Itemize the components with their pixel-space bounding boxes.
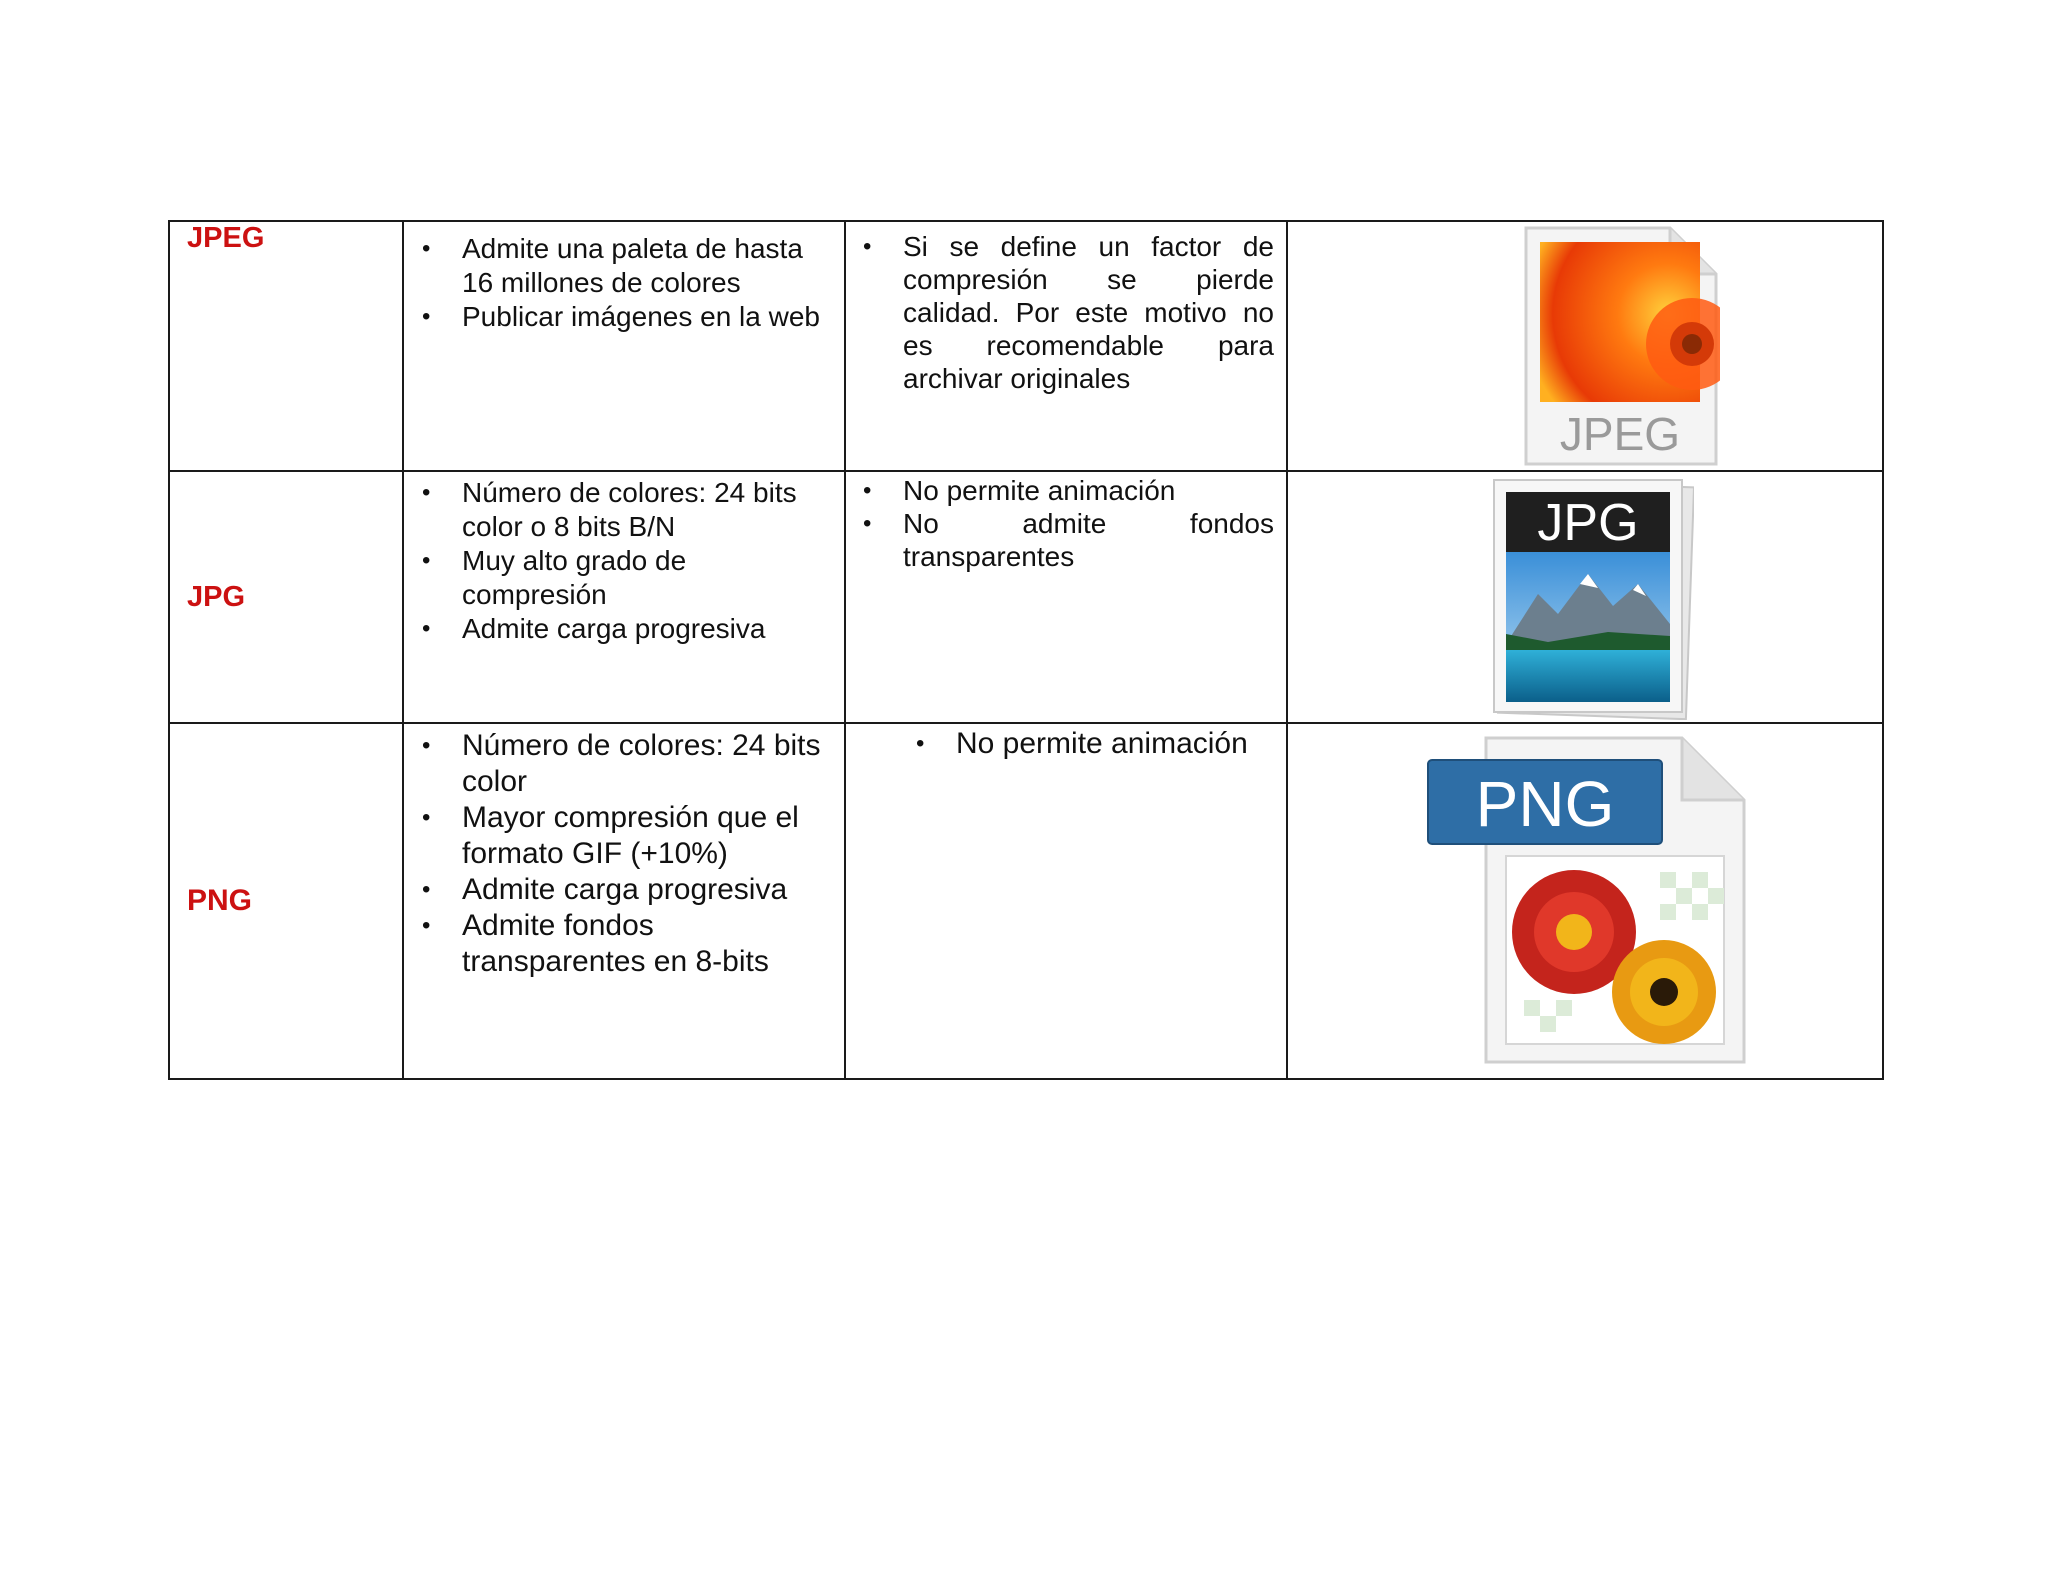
list-item: • Mayor compresión que el formato GIF (+10%) [462, 800, 832, 872]
table-row-jpg [169, 471, 1883, 723]
format-name-cell [169, 471, 403, 723]
cons-cell [845, 471, 1287, 723]
icon-cell [1287, 221, 1883, 471]
table-row-jpeg [169, 221, 1883, 471]
list-item: • Admite una paleta de hasta 16 millones de colores [462, 232, 832, 300]
icon-cell [1287, 471, 1883, 723]
list-item: • No permite animación [956, 726, 1274, 762]
pros-cell [403, 221, 845, 471]
pros-list [404, 222, 844, 334]
pros-cell [403, 471, 845, 723]
cons-list [846, 724, 1286, 762]
list-item: • Admite carga progresiva [462, 872, 832, 908]
format-comparison-table [168, 220, 1884, 1080]
png-icon-label: PNG [1475, 768, 1615, 840]
list-item: • Publicar imágenes en la web [462, 300, 832, 334]
format-name: PNG [187, 884, 253, 917]
png-file-icon [1424, 732, 1750, 1072]
cons-cell [845, 221, 1287, 471]
jpeg-icon-label: JPEG [1559, 408, 1681, 460]
jpeg-file-icon [1520, 224, 1720, 468]
list-item: • No permite animación [903, 474, 1274, 507]
cons-cell [845, 723, 1287, 1079]
list-item: • Número de colores: 24 bits color [462, 728, 832, 800]
jpg-file-icon [1488, 474, 1694, 720]
jpg-icon-label: JPG [1537, 494, 1639, 552]
list-item: • Muy alto grado de compresión [462, 544, 832, 612]
list-item: • Número de colores: 24 bits color o 8 bits B/N [462, 476, 832, 544]
format-name: JPG [187, 580, 246, 613]
cons-list [846, 222, 1286, 395]
list-item: • Si se define un factor de compresión se pierde calidad. Por este motivo no es recomendable para archivar originales [903, 230, 1274, 395]
format-name: JPEG [187, 222, 265, 254]
list-item: • Admite carga progresiva [462, 612, 832, 646]
icon-cell [1287, 723, 1883, 1079]
pros-cell [403, 723, 845, 1079]
pros-list [404, 724, 844, 980]
list-item: • Admite fondos transparentes en 8-bits [462, 908, 832, 980]
format-name-cell [169, 221, 403, 471]
list-item: • No admite fondos transparentes [903, 507, 1274, 573]
table-row-png [169, 723, 1883, 1079]
cons-list [846, 472, 1286, 573]
pros-list [404, 472, 844, 646]
format-name-cell [169, 723, 403, 1079]
